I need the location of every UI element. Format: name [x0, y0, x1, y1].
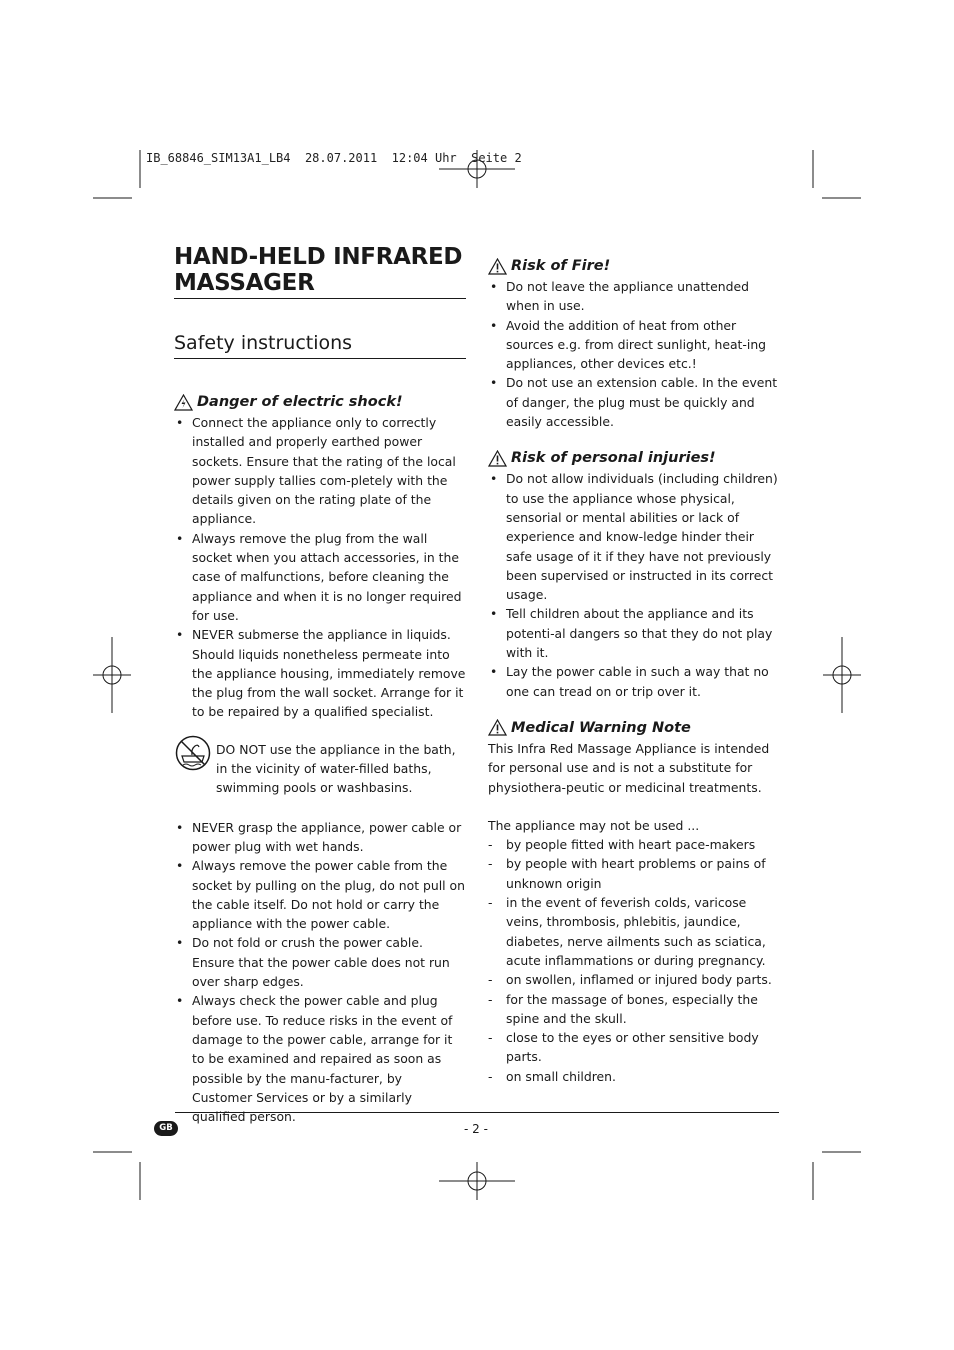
list-item: - by people fitted with heart pace-makers [488, 835, 778, 854]
language-badge: GB [154, 1121, 178, 1136]
list-item: • Always remove the plug from the wall socket when you attach accessories, in the case of malfunctions, before cleaning the appliance and when it is no longer required for use. [174, 529, 466, 625]
medical-section [488, 718, 778, 1086]
list-item: • Always check the power cable and plug before use. To reduce risks in the event of damage to the power cable, arrange for it to be examined and repaired as soon as possible by the manu-facturer, by Customer Services or by a similarly qualified person. [174, 991, 466, 1126]
not-used-intro: The appliance may not be used ... [488, 817, 700, 833]
bath-warning [174, 740, 466, 798]
list-item: • Connect the appliance only to correctly installed and properly earthed power sockets. Ensure that the rating of the local power supply tallies com-pletely with the details given on the rating plate of the appliance. [174, 413, 466, 529]
warning-triangle-icon [488, 719, 507, 736]
fire-section [488, 256, 778, 431]
list-item: - in the event of feverish colds, varicose veins, thrombosis, phlebitis, jaundice, diabetes, nerve ailments such as sciatica, acute inflammations or during pregnancy. [488, 893, 778, 970]
list-item: - on swollen, inflamed or injured body parts. [488, 970, 778, 989]
left-column [174, 244, 466, 1126]
list-item: • Do not fold or crush the power cable. Ensure that the power cable does not run over sharp edges. [174, 933, 466, 991]
list-item: • Do not leave the appliance unattended when in use. [488, 277, 778, 316]
section-heading: Danger of electric shock! [174, 392, 466, 412]
electric-shock-section [174, 392, 466, 722]
list-item: • NEVER submerse the appliance in liquids. Should liquids nonetheless permeate into the appliance housing, immediately remove the plug from the wall socket. Arrange for it to be repaired by a qualified specialist. [174, 625, 466, 721]
cable-list [174, 818, 466, 1127]
page-number: - 2 - [464, 1122, 488, 1136]
section-heading: Risk of personal injuries! [488, 448, 778, 468]
medical-intro: This Infra Red Massage Appliance is intended for personal use and is not a substitute for physiothera-peutic or medicinal treatments. [488, 740, 770, 795]
right-column [488, 256, 778, 1086]
list-item: • Tell children about the appliance and its potenti-al dangers so that they do not play with it. [488, 604, 778, 662]
list-item: - on small children. [488, 1067, 778, 1086]
no-bath-icon [174, 734, 212, 772]
shock-list [174, 413, 466, 722]
list-item: - close to the eyes or other sensitive body parts. [488, 1028, 778, 1067]
section-title: Safety instructions [174, 331, 466, 359]
list-item: • NEVER grasp the appliance, power cable or power plug with wet hands. [174, 818, 466, 857]
page-title [174, 244, 466, 299]
section-heading: Medical Warning Note [488, 718, 778, 738]
warning-triangle-icon [488, 258, 507, 275]
warning-triangle-icon [174, 394, 193, 411]
list-item: - for the massage of bones, especially the spine and the skull. [488, 990, 778, 1029]
print-slug: IB_68846_SIM13A1_LB4 28.07.2011 12:04 Uhr Seite 2 [146, 151, 522, 165]
list-item: • Always remove the power cable from the socket by pulling on the plug, do not pull on the cable itself. Do not hold or carry the appliance with the power cable. [174, 856, 466, 933]
title-line-1: HAND-HELD INFRARED [174, 244, 463, 270]
fire-list [488, 277, 778, 431]
not-used-list [488, 835, 778, 1086]
list-item: • Avoid the addition of heat from other sources e.g. from direct sunlight, heat-ing appliances, other devices etc.! [488, 316, 778, 374]
list-item: - by people with heart problems or pains of unknown origin [488, 854, 778, 893]
section-heading: Risk of Fire! [488, 256, 778, 276]
warning-triangle-icon [488, 450, 507, 467]
footer-rule [175, 1112, 779, 1113]
list-item: • Do not allow individuals (including children) to use the appliance whose physical, sensorial or mental abilities or lack of experience and know-ledge hinder their safe usage of it if they have not previously been supervised or instructed in its correct usage. [488, 469, 778, 604]
injury-list [488, 469, 778, 701]
list-item: • Lay the power cable in such a way that no one can tread on or trip over it. [488, 662, 778, 701]
registration-crosshair-icon [823, 637, 861, 713]
list-item: • Do not use an extension cable. In the event of danger, the plug must be quickly and easily accessible. [488, 373, 778, 431]
injury-section [488, 448, 778, 701]
registration-crosshair-icon [93, 637, 131, 713]
registration-crosshair-icon [439, 1162, 515, 1200]
bath-warning-text: DO NOT use the appliance in the bath, in the vicinity of water-filled baths, swimming pools or washbasins. [216, 741, 456, 796]
title-line-2: MASSAGER [174, 270, 315, 296]
